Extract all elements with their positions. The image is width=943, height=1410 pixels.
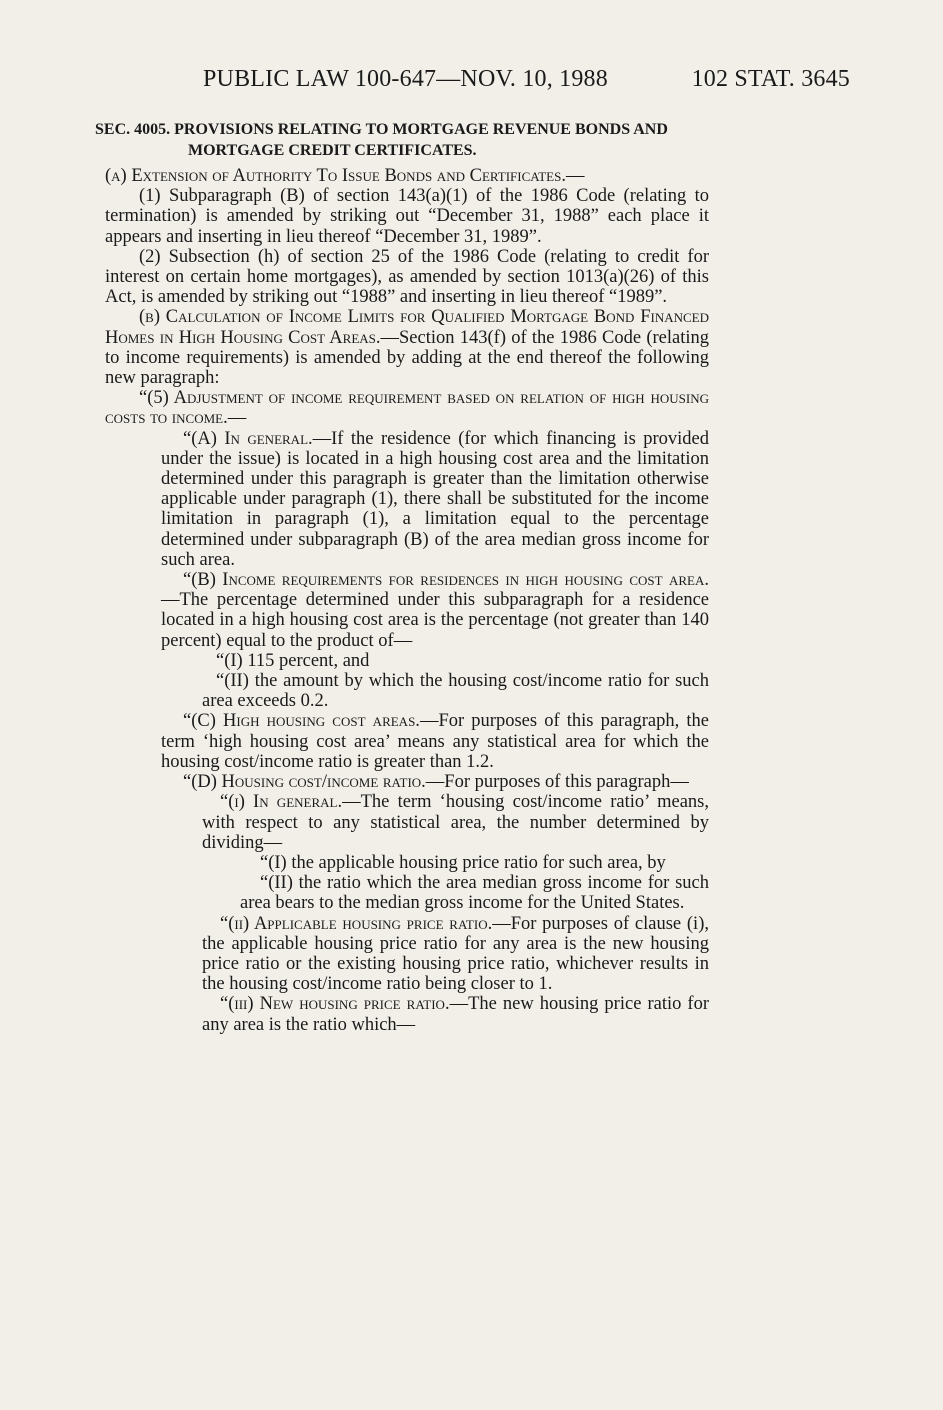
subparagraph-D xyxy=(161,772,709,792)
subsection-b-heading: (b) Calculation of Income Limits for Qualified Mortgage Bond Financed Homes in High Housing Cost Areas. xyxy=(105,307,709,348)
clauses-ii-iii-block xyxy=(105,914,709,1035)
subparagraph-C xyxy=(161,711,709,772)
section-heading xyxy=(95,119,715,161)
subparagraph-B-clauses xyxy=(105,651,709,712)
clause-iii-text: —The new housing price ratio for any area is the ratio which— xyxy=(202,994,709,1035)
subclause-i-I: “(I) the applicable housing price ratio for such area, by xyxy=(260,852,666,873)
clause-iii-heading: “(iii) New housing price ratio. xyxy=(220,994,450,1015)
clause-ii-heading: “(ii) Applicable housing price ratio. xyxy=(220,913,493,934)
subparagraph-D-text: —For purposes of this paragraph— xyxy=(425,772,689,793)
section-body xyxy=(105,166,709,1035)
subparagraphs-block xyxy=(105,429,709,651)
paragraph-a2: (2) Subsection (h) of section 25 of the 1986 Code (relating to credit for interest on certain home mortgages), as amended by section 1013(a)(26) of this Act, is amended by striking out “1988” and inserting in lieu thereof “1989”. xyxy=(105,246,709,308)
subparagraph-C-heading: “(C) High housing cost areas. xyxy=(183,711,420,732)
clause-i-heading: “(i) In general. xyxy=(220,792,343,813)
section-heading-line1: SEC. 4005. PROVISIONS RELATING TO MORTGAGE REVENUE BONDS AND xyxy=(95,121,668,138)
clause-B-I: “(I) 115 percent, and xyxy=(216,650,370,671)
subparagraph-D-heading: “(D) Housing cost/income ratio. xyxy=(183,772,426,793)
subparagraphs-block-2 xyxy=(105,711,709,792)
paragraph-a1: (1) Subparagraph (B) of section 143(a)(1) of the 1986 Code (relating to termination) is amended by striking out “December 31, 1988” each place it appears and inserting in lieu thereof “December 31, 1989”. xyxy=(105,186,709,247)
subparagraph-A xyxy=(161,429,709,570)
subparagraph-B-heading: “(B) Income requirements for residences in high housing cost area. xyxy=(183,570,709,591)
subsection-b xyxy=(105,307,709,388)
page-header xyxy=(0,66,943,100)
clause-i-subclauses xyxy=(105,853,709,914)
clause-i-text: —The term ‘housing cost/income ratio’ means, with respect to any statistical area, the number determined by dividing— xyxy=(202,792,709,853)
subsection-b-text: —Section 143(f) of the 1986 Code (relating to income requirements) is amended by adding at the end thereof the following new paragraph: xyxy=(105,327,709,389)
statute-page-number: 102 STAT. 3645 xyxy=(691,66,850,92)
subparagraph-A-text: —If the residence (for which financing is provided under the issue) is located in a high housing cost area and the limitation determined under this paragraph is greater than the limitation otherwise applicable under paragraph (1), there shall be substituted for the income limitation in paragraph (1), a limitation equal to the percentage determined under subparagraph (B) of the area median gross income for such area. xyxy=(161,428,709,570)
subparagraph-C-text: —For purposes of this paragraph, the term ‘high housing cost area’ means any statistical area for which the housing cost/income ratio is greater than 1.2. xyxy=(161,711,710,772)
clause-ii xyxy=(202,914,709,995)
clause-ii-text: —For purposes of clause (i), the applicable housing price ratio for any area is the new housing price ratio or the existing housing price ratio, whichever results in the housing cost/income ratio being closer to 1. xyxy=(202,913,709,995)
subclause-i-II: “(II) the ratio which the area median gross income for such area bears to the median gross income for the United States. xyxy=(240,873,709,914)
section-heading-line2: MORTGAGE CREDIT CERTIFICATES. xyxy=(188,142,477,159)
subparagraph-B xyxy=(161,570,709,651)
subparagraph-A-heading: “(A) In general. xyxy=(183,428,313,449)
clause-B-II: “(II) the amount by which the housing cost/income ratio for such area exceeds 0.2. xyxy=(202,671,709,712)
clause-i xyxy=(202,792,709,853)
subsection-a-heading: (a) Extension of Authority To Issue Bonds and Certificates.— xyxy=(105,166,585,186)
subparagraph-B-text: —The percentage determined under this subparagraph for a residence located in a high housing cost area is the percentage (not greater than 140 percent) equal to the product of— xyxy=(161,590,709,651)
paragraph-5-heading: “(5) Adjustment of income requirement based on relation of high housing costs to income.— xyxy=(105,388,709,429)
clause-i-block xyxy=(105,792,709,853)
clause-iii xyxy=(202,994,709,1034)
public-law-title: PUBLIC LAW 100-647—NOV. 10, 1988 xyxy=(203,66,608,92)
